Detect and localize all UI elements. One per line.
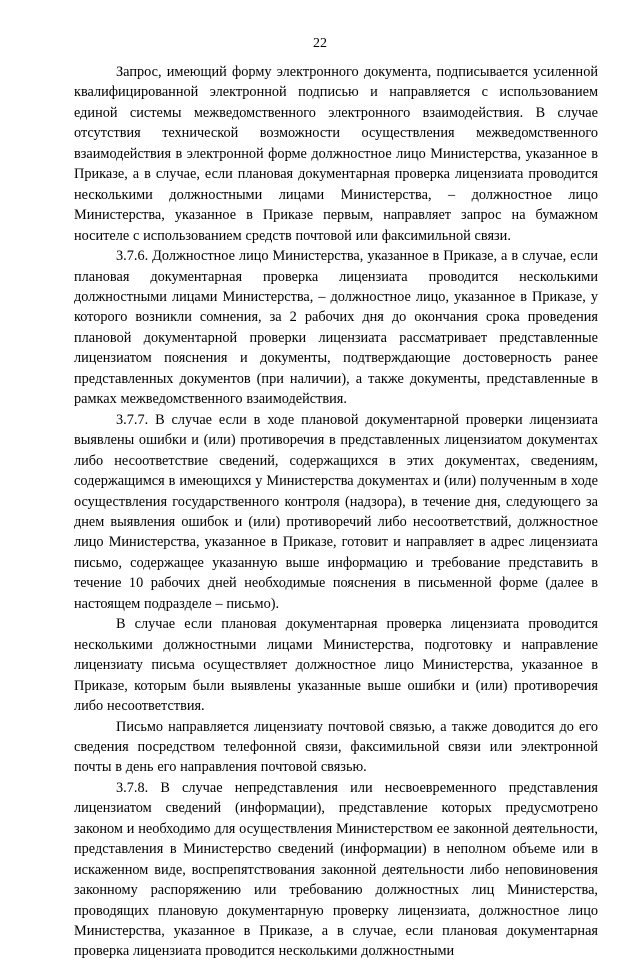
paragraph-3-7-7: 3.7.7. В случае если в ходе плановой документарной проверки лицензиата выявлены ошибки и (или) противоречия в представленных лицензиатом документах либо несоответствие сведений, содержащихся в этих документах, сведениям, содержащимся в имеющихся у Министерства документах и (или) полученным в ходе осуществления государственного контроля (надзора), в течение дня, следующего за днем выявления ошибок и (или) противоречий либо несоответствий, должностное лицо Министерства, указанное в Приказе, готовит и направляет в адрес лицензиата письмо, содержащее указанную выше информацию и требование представить в течение 10 рабочих дней необходимые пояснения в письменной форме (далее в настоящем подразделе – письмо). (74, 411, 598, 612)
paragraph-3-7-8: 3.7.8. В случае непредставления или несвоевременного представления лицензиатом сведений (информации), представление которых предусмотрено законом и необходимо для осуществления Министерством ее законной деятельности, представления в Министерство сведений (информации) в неполном объеме или в искаженном виде, воспрепятствования законной деятельности либо неповиновения законному распоряжению или требованию должностных лиц Министерства, проводящих плановую документарную проверку лицензиата, должностное лицо Министерства, указанное в Приказе, а в случае, если плановая документарная проверка лицензиата проводится несколькими должностными (74, 779, 598, 960)
paragraph-multiple-officials: В случае если плановая документарная проверка лицензиата проводится несколькими должностными лицами Министерства, подготовку и направление лицензиату письма осуществляет должностное лицо Министерства, указанное в Приказе, которым были выявлены указанные выше ошибки и (или) противоречия либо несоответствия. (74, 616, 598, 715)
page-number: 22 (313, 36, 327, 51)
document-body (74, 62, 598, 962)
paragraph-letter-delivery: Письмо направляется лицензиату почтовой связью, а также доводится до его сведения посредством телефонной связи, факсимильной связи или электронной почты в день его направления почтовой связью. (74, 718, 598, 776)
paragraph-3-7-6: 3.7.6. Должностное лицо Министерства, указанное в Приказе, а в случае, если плановая документарная проверка лицензиата проводится несколькими должностными лицами Министерства, – должностное лицо, указанное в Приказе, у которого возникли сомнения, за 2 рабочих дня до окончания срока проведения плановой документарной проверки лицензиата рассматривает представленные лицензиатом пояснения и документы, подтверждающие достоверность ранее представленных документов (при наличии), а также документы, представленные в рамках межведомственного взаимодействия. (74, 248, 598, 408)
paragraph-request-signing: Запрос, имеющий форму электронного документа, подписывается усиленной квалифицированной электронной подписью и направляется с использованием единой системы межведомственного электронного взаимодействия. В случае отсутствия технической возможности осуществления межведомственного взаимодействия в электронной форме должностное лицо Министерства, указанное в Приказе, а в случае, если плановая документарная проверка лицензиата проводится несколькими должностными лицами Министерства, – должностное лицо Министерства, указанное в Приказе первым, направляет запрос на бумажном носителе с использованием средств почтовой или факсимильной связи. (74, 64, 598, 244)
